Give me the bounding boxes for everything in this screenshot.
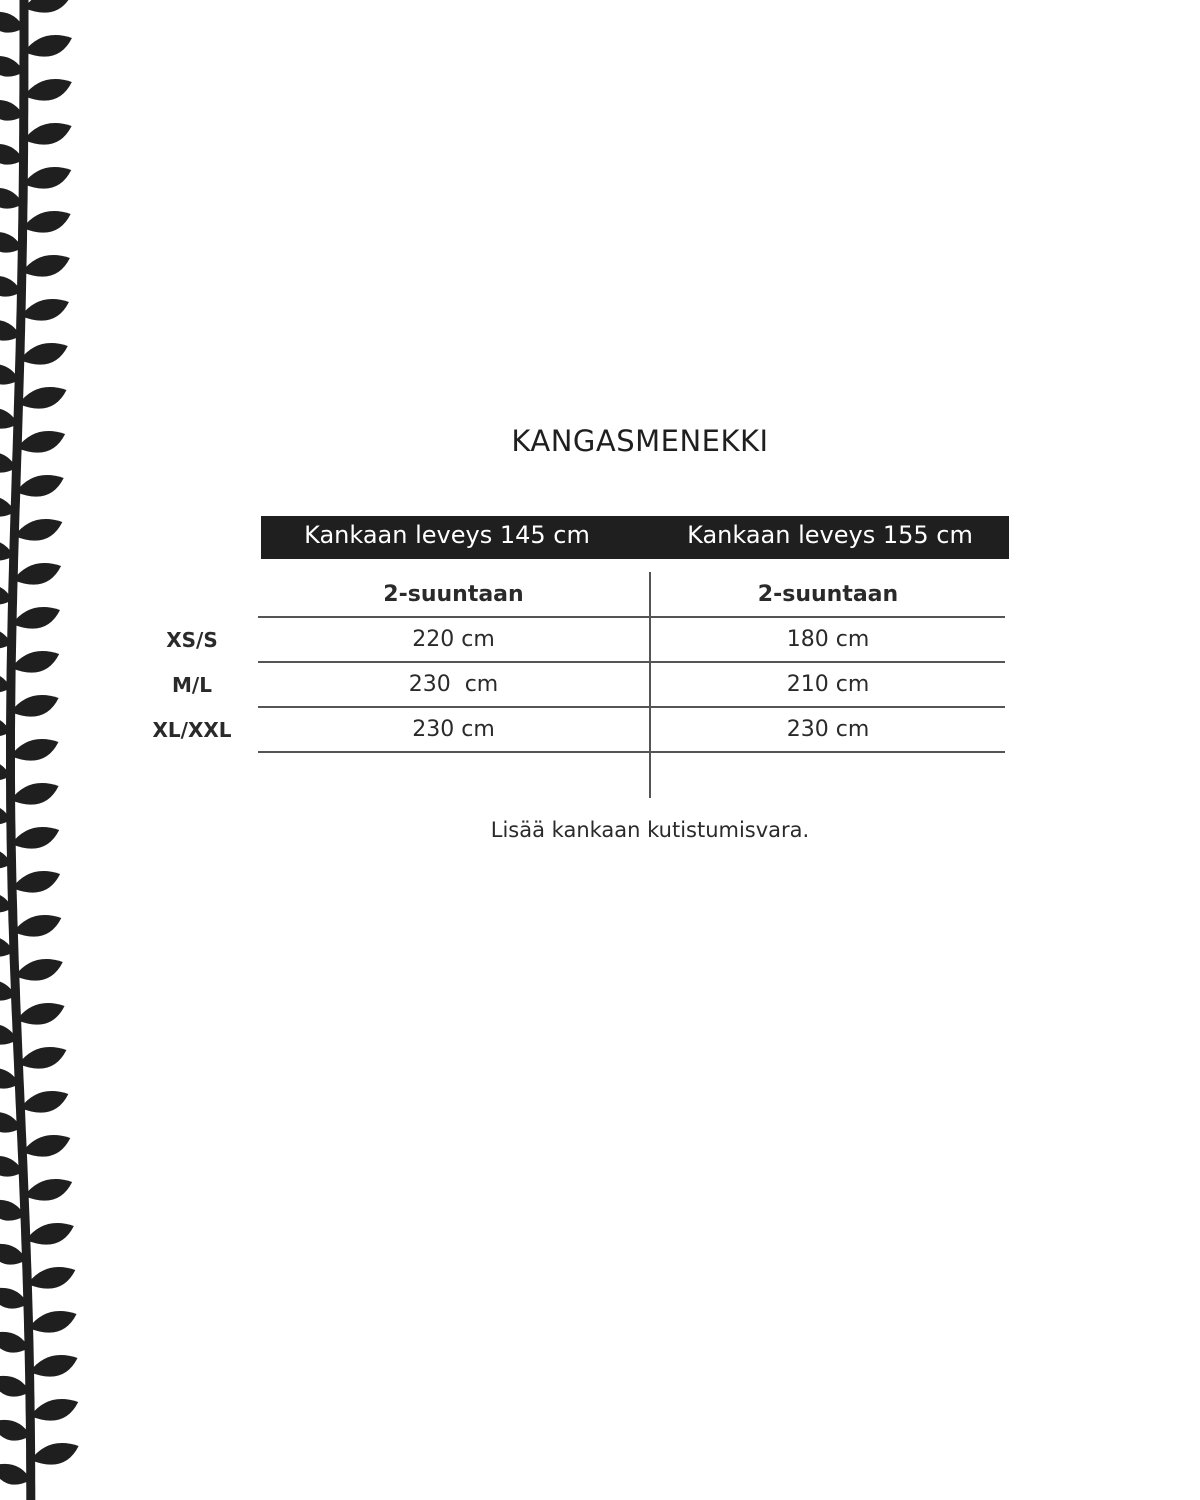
shrinkage-note: Lisää kankaan kutistumisvara.: [490, 818, 810, 842]
leaf-right: [12, 871, 60, 893]
page-title: KANGASMENEKKI: [511, 424, 769, 458]
size-label-xl-xxl: XL/XXL: [152, 718, 232, 742]
leaf-right: [26, 1223, 74, 1245]
leaf-right: [19, 387, 67, 409]
leaf-right: [24, 0, 72, 13]
leaf-right: [11, 695, 59, 717]
table-cell: 230 cm: [408, 672, 499, 697]
leaf-right: [13, 563, 61, 585]
table-cell: 220 cm: [412, 627, 495, 652]
column-subheader-145: 2-suuntaan: [383, 582, 524, 607]
leaf-right: [24, 1179, 72, 1201]
leaf-right: [11, 651, 59, 673]
leaf-right: [17, 1003, 65, 1025]
leaf-right: [18, 1047, 66, 1069]
table-cell: 210 cm: [786, 672, 870, 697]
leaf-right: [11, 827, 59, 849]
leaf-right: [23, 167, 71, 189]
leaf-right: [24, 35, 72, 57]
leaf-right: [13, 915, 61, 937]
leaf-right: [30, 1355, 78, 1377]
leaf-right: [20, 1091, 68, 1113]
leaf-right: [24, 79, 72, 101]
leaf-right: [12, 607, 60, 629]
leaf-right: [27, 1267, 75, 1289]
column-header-145: Kankaan leveys 145 cm: [304, 521, 590, 549]
leaf-right: [30, 1399, 78, 1421]
leaf-right: [24, 123, 72, 145]
table-cell: 230 cm: [412, 717, 495, 742]
leaf-right: [31, 1443, 79, 1465]
table-cell: 230 cm: [786, 717, 870, 742]
table-rule: [258, 751, 1005, 753]
leaf-right: [21, 299, 69, 321]
leaf-right: [17, 431, 65, 453]
leaf-right: [22, 255, 70, 277]
leaf-right: [14, 519, 62, 541]
leaf-right: [15, 959, 63, 981]
leaf-right: [16, 475, 64, 497]
size-label-m-l: M/L: [172, 673, 212, 697]
size-label-xs-s: XS/S: [166, 628, 218, 652]
leaf-left: [0, 1464, 31, 1485]
column-subheader-155: 2-suuntaan: [757, 582, 899, 607]
table-header-bar: [261, 516, 1009, 559]
leaf-right: [11, 783, 59, 805]
column-header-155: Kankaan leveys 155 cm: [687, 521, 973, 549]
leaf-vine-icon: [0, 0, 110, 1500]
leaf-right: [20, 343, 68, 365]
leaf-right: [29, 1311, 77, 1333]
leaf-right: [23, 211, 71, 233]
leaf-right: [22, 1135, 70, 1157]
leaf-right: [10, 739, 58, 761]
table-cell: 180 cm: [786, 627, 870, 652]
